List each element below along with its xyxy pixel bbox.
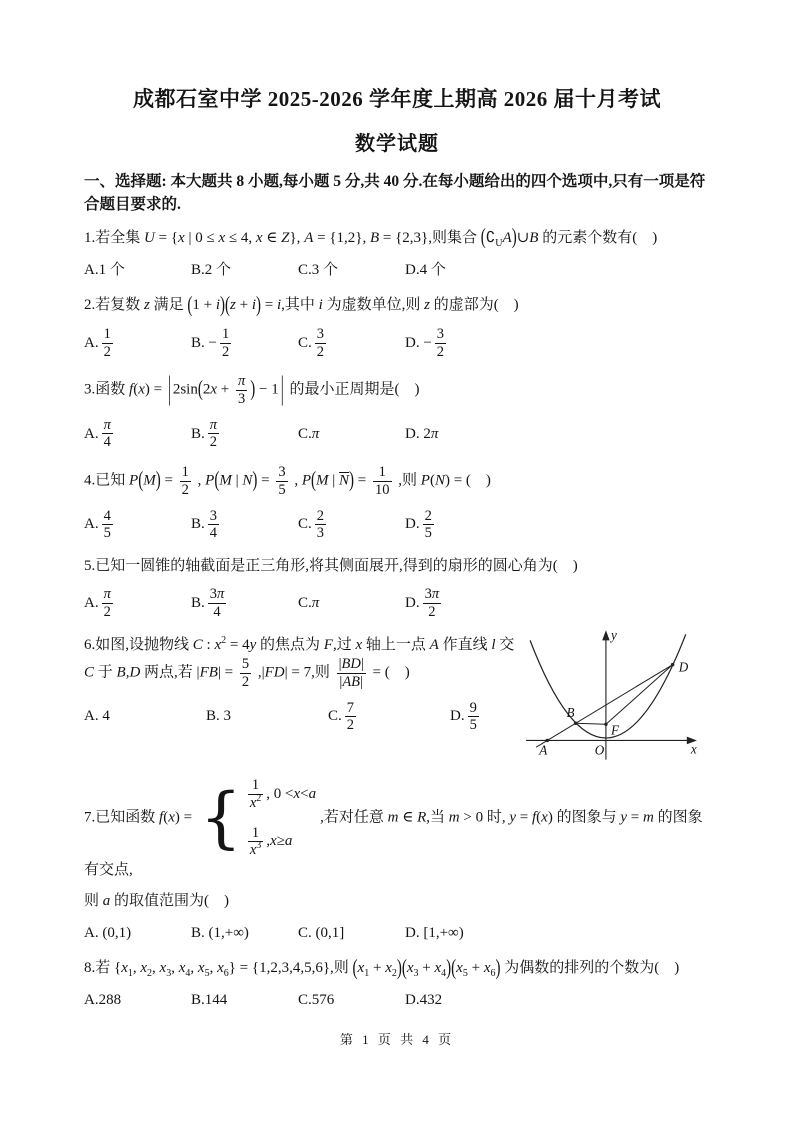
question-5-stem: 5.已知一圆锥的轴截面是正三角形,将其侧面展开,得到的扇形的圆心角为( ) (84, 557, 578, 574)
question-3-option-b: B. $\frac{\pi}{2}$ (191, 416, 218, 451)
question-5-option-d: D. $\frac{3\pi}{2}$ (405, 586, 440, 621)
question-4-option-a: A. $\frac{4}{5}$ (84, 507, 111, 542)
question-4-options (84, 508, 710, 542)
question-2-option-d: D. − $\frac{3}{2}$ (405, 326, 445, 360)
question-2-stem: 2.若复数 z 满足 (1 + i)(z + i) = i,其中 i 为虚数单位,则 z 的虚部为( ) (84, 293, 519, 318)
question-5-option-c: C. π (298, 595, 320, 612)
question-5-option-b: B. $\frac{3\pi}{4}$ (191, 586, 225, 621)
page-subtitle: 数学试题 (355, 132, 439, 155)
question-3-option-d: D. 2 π (405, 425, 439, 442)
question-8-stem: 8.若 {$x_1$, $x_2$, $x_3$, $x_4$, $x_5$, $x_6\} = \{1,2,3,4,5,6\}$,则 $(x_1 + x_2)(x_3 + x_4)(x_5 + x_6)$ 为偶数的排列的个数为( ) (84, 956, 680, 981)
question-3 (84, 373, 710, 451)
question-2-option-a: A. $\frac{1}{2}$ (84, 326, 111, 360)
y-axis-arrow (602, 630, 609, 640)
question-7-option-a: A. (0,1) (84, 924, 132, 941)
question-3-option-a: A. $\frac{\pi}{4}$ (84, 416, 111, 451)
question-8 (84, 957, 710, 1011)
question-8-option-a: A.288 (84, 992, 122, 1009)
question-5-options (84, 586, 710, 620)
question-2-option-c: C. $\frac{3}{2}$ (298, 326, 325, 360)
question-6-options (84, 700, 516, 734)
question-5-option-a: A. $\frac{\pi}{2}$ (84, 586, 111, 621)
page-title: 成都石室中学 2025-2026 学年度上期高 2026 届十月考试 (133, 87, 661, 111)
question-7-option-d: D. [1,+∞) (405, 924, 464, 941)
question-4-stem: 4.已知 P(M) = $\frac{1}{2}$ , P(M | N) = $\frac{3}{5}$ , P(M | $\overline{N}$) = $\frac{1}{10}$ ,则 P(N) = ( ) (84, 464, 491, 498)
question-4-option-c: C. $\frac{2}{3}$ (298, 507, 325, 542)
question-8-options (84, 989, 710, 1012)
figure-label-x: x (690, 741, 697, 757)
question-3-option-c: C. π (298, 425, 320, 442)
question-6-figure (522, 626, 710, 778)
question-6-option-d: D. $\frac{9}{5}$ (450, 699, 477, 734)
figure-label-A: A (539, 742, 548, 758)
question-2-options (84, 326, 710, 360)
point-B (574, 721, 577, 724)
question-4 (84, 464, 710, 542)
figure-label-D: D (678, 659, 689, 675)
parabola-figure (522, 626, 704, 770)
question-7 (84, 777, 710, 944)
question-2-option-b: B. − $\frac{1}{2}$ (191, 326, 230, 360)
question-5 (84, 555, 710, 621)
figure-label-y: y (610, 627, 617, 643)
question-6-option-a: A. 4 (84, 708, 110, 725)
question-1-option-d: D.4 个 (405, 261, 446, 278)
question-1-option-c: C.3 个 (298, 261, 339, 278)
question-7-options (84, 922, 710, 945)
figure-label-O: O (594, 742, 605, 758)
question-6-option-c: C. $\frac{7}{2}$ (328, 699, 355, 734)
question-2 (84, 294, 710, 360)
question-6-stem: 6.如图,设抛物线 C : $x^2 = 4y$ 的焦点为 F,过 x 轴上一点 A 作直线 l 交 C 于 B,D 两点,若 |FB| = $\frac{5}{2}$ ,|FD| = 7,则 $\frac{|BD|}{|AB|}$ = ( ) (84, 634, 515, 690)
question-1-option-a: A.1 个 (84, 261, 125, 278)
secant-line (536, 664, 672, 747)
question-1-option-b: B.2 个 (191, 261, 232, 278)
question-1 (84, 227, 710, 281)
question-4-option-b: B. $\frac{3}{4}$ (191, 507, 218, 542)
question-3-options (84, 417, 710, 451)
question-7-option-c: C. (0,1] (298, 924, 345, 941)
question-7-option-b: B. (1,+∞) (191, 924, 249, 941)
question-8-option-b: B.144 (191, 992, 228, 1009)
question-1-stem: 1.若全集 U = {x | 0 ≤ x ≤ 4, x ∈ Z}, A = {1,2}, B = {2,3},则集合 $(∁_UA)\cup B$ 的元素个数有( ) (84, 226, 658, 250)
question-1-options (84, 259, 710, 282)
section-header: 一、选择题: 本大题共 8 小题,每小题 5 分,共 40 分.在每小题给出的四个选项中,只有一项是符合题目要求的. (84, 172, 706, 213)
figure-label-F: F (610, 722, 620, 738)
question-7-stem: 7.已知函数 f(x) = { $\frac{1}{x^2}$ , 0 < x < a $\frac{1}{x^3}$ , x ≥ a ,若对任意 m ∈ R,当 m > 0 时, y = f(x) 的图象与 y = m 的图象有交点, (84, 777, 703, 878)
question-8-option-d: D.432 (405, 992, 443, 1009)
figure-label-B: B (566, 704, 575, 720)
question-4-option-d: D. $\frac{2}{5}$ (405, 507, 432, 542)
question-6 (84, 627, 710, 778)
segment-FB (576, 723, 606, 724)
question-6-option-b: B. 3 (206, 708, 232, 725)
question-7-stem-line2: 则 a 的取值范围为( ) (84, 893, 230, 910)
question-8-option-c: C.576 (298, 992, 335, 1009)
question-6-text (84, 634, 516, 747)
point-D (671, 663, 674, 666)
page-footer: 第 1 页 共 4 页 (339, 1031, 455, 1047)
question-3-stem: 3.函数 f(x) = | 2sin(2x + $\frac{\pi}{3}$ ) − 1 | 的最小正周期是( ) (84, 372, 420, 408)
segment-FD (606, 664, 673, 724)
point-F (604, 722, 607, 725)
